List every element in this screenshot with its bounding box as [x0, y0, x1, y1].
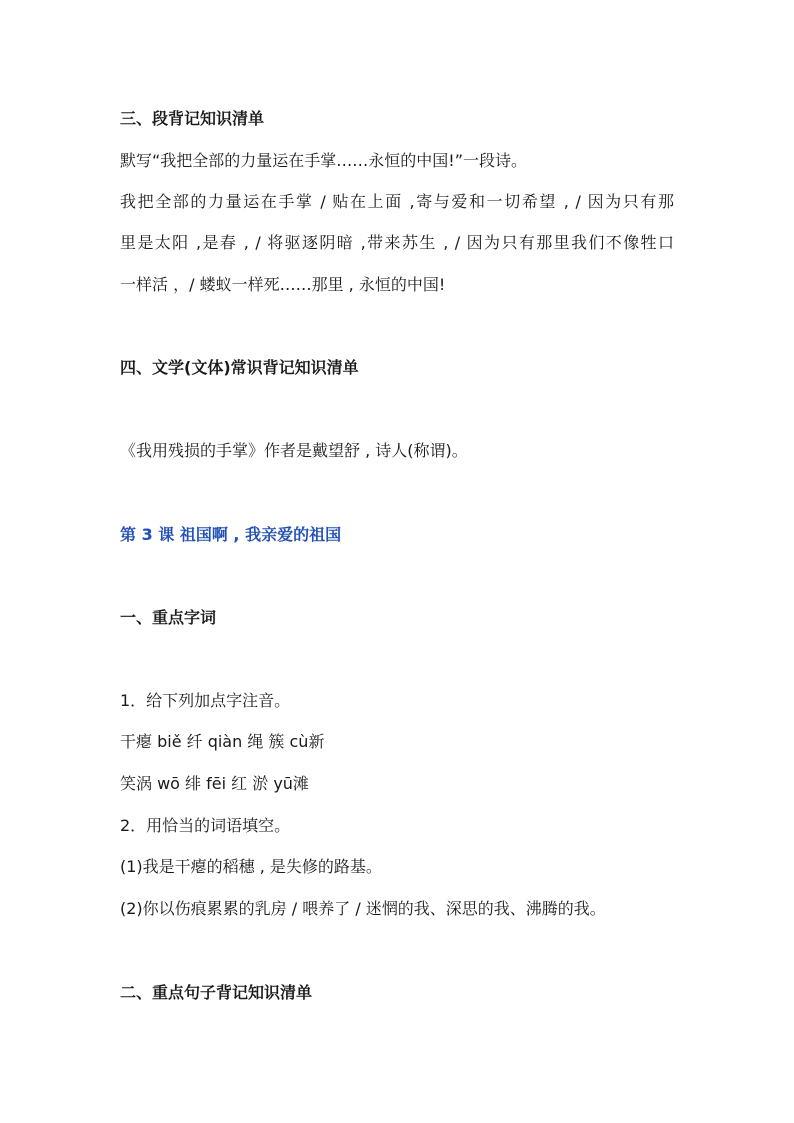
literature-note: 《我用残损的手掌》作者是戴望舒 , 诗人(称谓)。 [120, 441, 468, 460]
question-2-prompt: 2．用恰当的词语填空。 [120, 816, 291, 835]
pinyin-line-2: 笑涡 wō 绯 fēi 红 淤 yū滩 [120, 774, 309, 793]
section-heading-key-words: 一、重点字词 [120, 608, 217, 627]
section-heading-literature-knowledge: 四、文学(文体)常识背记知识清单 [120, 358, 359, 377]
poem-line-2: 里是太阳 ,是春 , / 将驱逐阴暗 ,带来苏生 , / 因为只有那里我们不像牲口 [120, 233, 674, 252]
question-1-prompt: 1．给下列加点字注音。 [120, 691, 291, 710]
fill-in-item-2: (2)你以伤痕累累的乳房 / 喂养了 / 迷惘的我、深思的我、沸腾的我。 [120, 899, 606, 918]
section-heading-memorize-passages: 三、段背记知识清单 [120, 109, 265, 128]
section-heading-key-sentences: 二、重点句子背记知识清单 [120, 983, 313, 1002]
dictation-prompt: 默写“我把全部的力量运在手掌……永恒的中国!”一段诗。 [120, 151, 527, 170]
pinyin-line-1: 干瘪 biě 纤 qiàn 绳 簇 cù新 [120, 732, 325, 751]
lesson-heading: 第 3 课 祖国啊 , 我亲爱的祖国 [120, 525, 342, 544]
fill-in-item-1: (1)我是干瘪的稻穗 , 是失修的路基。 [120, 857, 382, 876]
poem-line-3: 一样活 ，/ 蝼蚁一样死……那里 , 永恒的中国! [120, 275, 446, 294]
poem-line-1: 我把全部的力量运在手掌 / 贴在上面 ,寄与爱和一切希望 , / 因为只有那 [120, 192, 674, 211]
